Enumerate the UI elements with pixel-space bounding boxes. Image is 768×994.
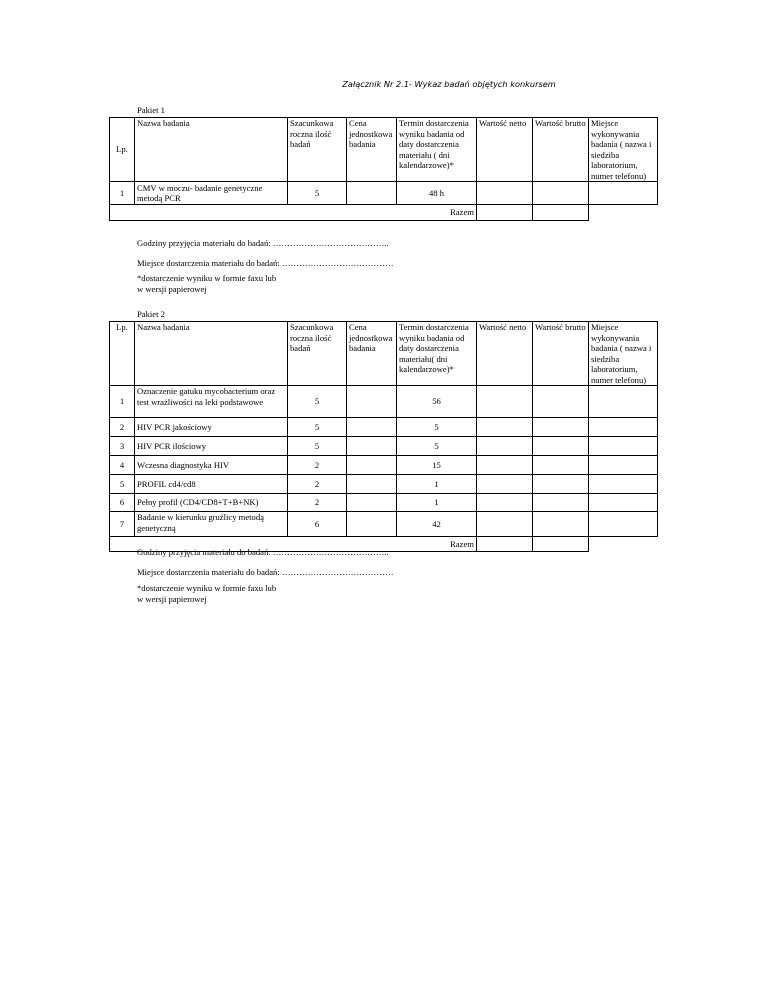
row-netto-cell — [477, 475, 533, 494]
razem-brutto-cell — [533, 537, 589, 552]
row-miejsce-cell — [589, 437, 658, 456]
row-brutto-cell — [533, 418, 589, 437]
godziny-line: Godziny przyjęcia materiału do badań: ………………………………….. — [137, 547, 389, 557]
row-qty: 5 — [288, 437, 347, 456]
dostarczenie-line-1: *dostarczenie wyniku w formie faxu lub — [137, 583, 277, 593]
row-miejsce-cell — [589, 494, 658, 512]
row-brutto-cell — [533, 182, 589, 205]
table-row — [110, 494, 658, 512]
row-name: PROFIL cd4/cd8 — [135, 475, 288, 494]
razem-row — [110, 205, 658, 221]
col-ilosc: Szacunkowa roczna ilość badań — [288, 118, 347, 182]
row-qty: 2 — [288, 475, 347, 494]
row-cena-cell — [347, 182, 397, 205]
col-netto: Wartość netto — [477, 322, 533, 386]
col-nazwa — [135, 105, 288, 182]
row-term: 42 — [397, 512, 477, 537]
table-row — [110, 437, 658, 456]
row-name: Wczesna diagnostyka HIV — [135, 456, 288, 475]
col-netto: Wartość netto — [477, 118, 533, 182]
row-miejsce-cell — [589, 386, 658, 418]
pakiet-1-header-row — [110, 118, 658, 182]
godziny-line: Godziny przyjęcia materiału do badań: ………………………………….. — [137, 238, 389, 248]
row-brutto-cell — [533, 494, 589, 512]
row-lp: 3 — [110, 437, 135, 456]
table-row — [110, 386, 658, 418]
dostarczenie-line-2: w wersji papierowej — [137, 283, 207, 294]
row-miejsce-cell — [589, 512, 658, 537]
row-term: 48 h — [397, 182, 477, 205]
row-lp: 5 — [110, 475, 135, 494]
row-cena-cell — [347, 418, 397, 437]
col-termin: Termin dostarczenia wyniku badania od daty dostarczenia materiału( dni kalendarzowe)* — [397, 322, 477, 386]
pakiet-2-table — [109, 309, 658, 552]
row-qty: 2 — [288, 494, 347, 512]
row-cena-cell — [347, 437, 397, 456]
table-row — [110, 418, 658, 437]
header-text: Załącznik Nr 2.1- Wykaz badań objętych konkursem — [342, 79, 556, 89]
razem-label: Razem — [110, 537, 477, 552]
row-name: HIV PCR jakościowy — [135, 418, 288, 437]
row-lp: 1 — [110, 182, 135, 205]
dostarczenie-line-2: w wersji papierowej — [137, 593, 207, 604]
row-miejsce-cell — [589, 475, 658, 494]
col-cena: Cena jednostkowa badania — [347, 118, 397, 182]
row-qty: 5 — [288, 182, 347, 205]
razem-empty — [589, 205, 658, 221]
miejsce-line: Miejsce dostarczenia materiału do badań: ………………………………… — [137, 566, 394, 577]
col-lp: Lp. — [110, 118, 135, 182]
razem-netto-cell — [477, 537, 533, 552]
row-name: HIV PCR ilościowy — [135, 437, 288, 456]
row-miejsce-cell — [589, 182, 658, 205]
col-ilosc: Szacunkowa roczna ilość badań — [288, 322, 347, 386]
pakiet-2-header-row — [110, 322, 658, 386]
document-header — [0, 79, 768, 89]
row-qty: 5 — [288, 386, 347, 418]
row-cena-cell — [347, 475, 397, 494]
row-term: 1 — [397, 494, 477, 512]
row-term: 15 — [397, 456, 477, 475]
row-netto-cell — [477, 512, 533, 537]
row-lp: 4 — [110, 456, 135, 475]
row-qty: 6 — [288, 512, 347, 537]
row-name: CMV w moczu- badanie genetyczne metodą PCR — [135, 182, 288, 205]
row-netto-cell — [477, 494, 533, 512]
row-netto-cell — [477, 437, 533, 456]
row-cena-cell — [347, 386, 397, 418]
col-brutto: Wartość brutto — [533, 322, 589, 386]
row-lp: 2 — [110, 418, 135, 437]
row-brutto-cell — [533, 456, 589, 475]
row-miejsce-cell — [589, 456, 658, 475]
row-netto-cell — [477, 418, 533, 437]
row-lp: 6 — [110, 494, 135, 512]
row-brutto-cell — [533, 386, 589, 418]
row-term: 5 — [397, 437, 477, 456]
col-nazwa-label: Nazwa badania — [137, 118, 190, 128]
row-netto-cell — [477, 182, 533, 205]
row-lp: 1 — [110, 386, 135, 418]
row-brutto-cell — [533, 437, 589, 456]
pakiet-1-notes — [137, 238, 394, 294]
row-name: Oznaczenie gatuku mycobacterium oraz test wrażliwości na leki podstawowe — [135, 386, 288, 418]
pakiet-2-title: Pakiet 2 — [137, 309, 165, 319]
table-row — [110, 512, 658, 537]
row-lp: 7 — [110, 512, 135, 537]
col-brutto: Wartość brutto — [533, 118, 589, 182]
row-brutto-cell — [533, 512, 589, 537]
razem-brutto-cell — [533, 205, 589, 221]
razem-netto-cell — [477, 205, 533, 221]
pakiet-2-notes — [137, 547, 394, 604]
row-qty: 5 — [288, 418, 347, 437]
table-row — [110, 475, 658, 494]
row-netto-cell — [477, 456, 533, 475]
razem-empty — [589, 537, 658, 552]
col-miejsce: Miejsce wykonywania badania ( nazwa i siedziba laboratorium, numer telefonu) — [589, 322, 658, 386]
pakiet-1-title: Pakiet 1 — [137, 105, 165, 115]
dostarczenie-line-1: *dostarczenie wyniku w formie faxu lub — [137, 273, 277, 283]
col-cena: Cena jednostkowa badania — [347, 322, 397, 386]
row-miejsce-cell — [589, 418, 658, 437]
row-name: Pełny profil (CD4/CD8+T+B+NK) — [135, 494, 288, 512]
col-lp: Lp. — [110, 322, 135, 386]
row-term: 5 — [397, 418, 477, 437]
row-brutto-cell — [533, 475, 589, 494]
razem-label: Razem — [110, 205, 477, 221]
row-term: 1 — [397, 475, 477, 494]
col-miejsce: Miejsce wykonywania badania ( nazwa i siedziba laboratorium, numer telefonu) — [589, 118, 658, 182]
row-name: Badanie w kierunku gruźlicy metodą genetyczną — [135, 512, 288, 537]
table-row — [110, 456, 658, 475]
col-termin: Termin dostarczenia wyniku badania od daty dostarczenia materiału ( dni kalendarzowe)* — [397, 118, 477, 182]
row-cena-cell — [347, 494, 397, 512]
row-netto-cell — [477, 386, 533, 418]
miejsce-line: Miejsce dostarczenia materiału do badań: ………………………………… — [137, 257, 394, 268]
row-qty: 2 — [288, 456, 347, 475]
row-cena-cell — [347, 456, 397, 475]
row-cena-cell — [347, 512, 397, 537]
col-nazwa — [135, 309, 288, 386]
table-row — [110, 182, 658, 205]
col-nazwa-label: Nazwa badania — [137, 322, 190, 332]
pakiet-1-table — [109, 105, 658, 221]
row-term: 56 — [397, 386, 477, 418]
